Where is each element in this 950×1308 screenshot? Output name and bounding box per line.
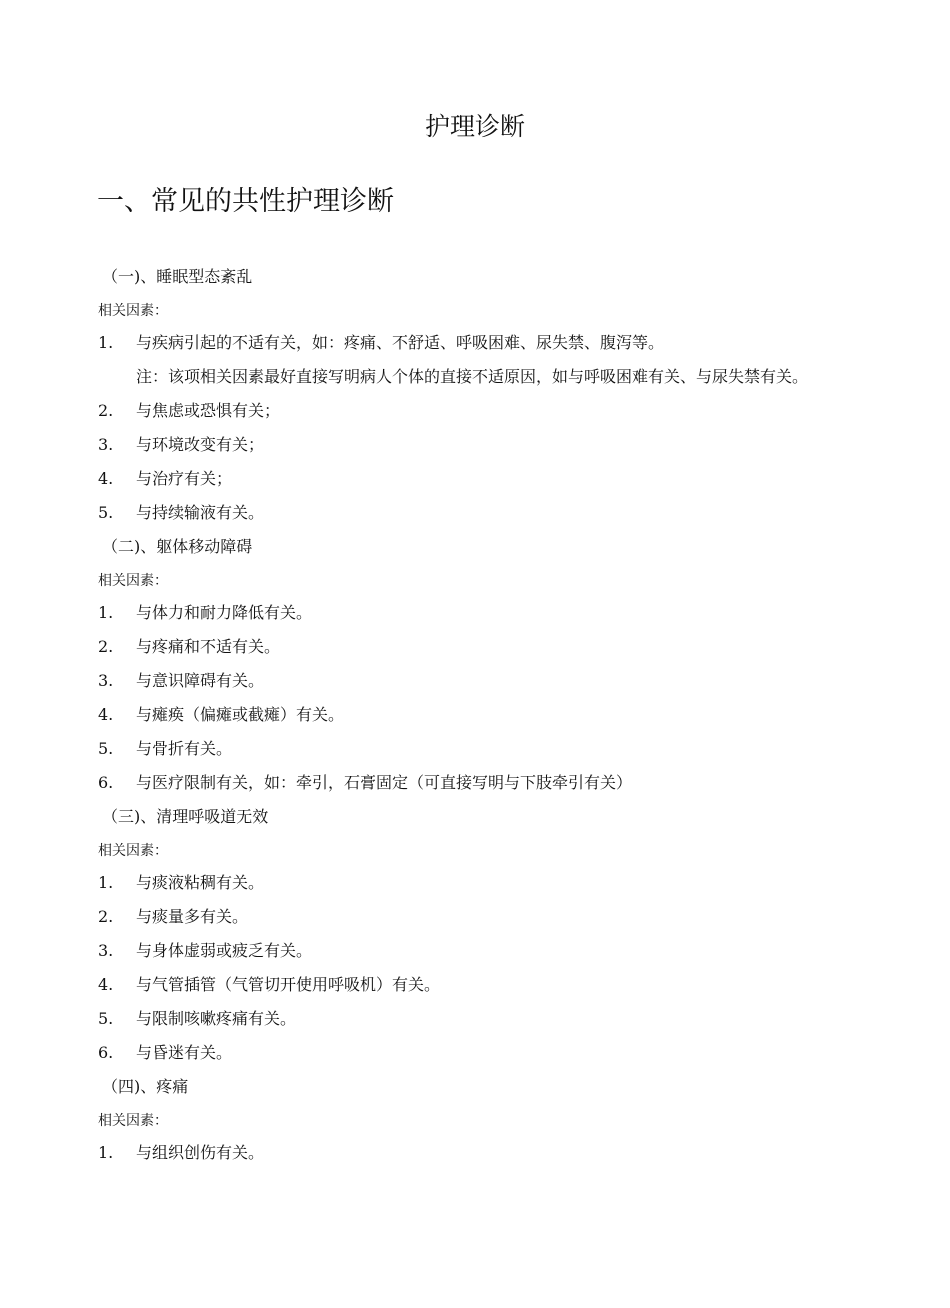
- document-body: [98, 260, 868, 1170]
- list-item: [98, 630, 868, 664]
- related-factors-label: 相关因素：: [98, 1113, 168, 1129]
- list-item-number: 4.: [98, 975, 114, 994]
- list-item-number: 4.: [98, 469, 114, 488]
- related-factors-label: 相关因素：: [98, 573, 168, 589]
- list-item-text: 与持续输液有关。: [136, 503, 265, 522]
- related-factors-label: 相关因素：: [98, 843, 168, 859]
- list-item: [98, 664, 868, 698]
- list-item-text: 与治疗有关；: [136, 469, 233, 488]
- list-item: [98, 900, 868, 934]
- subsection-heading: （二)、躯体移动障碍: [102, 537, 253, 556]
- list-item: [98, 496, 868, 530]
- list-item-text: 与体力和耐力降低有关。: [136, 603, 313, 622]
- list-item-text: 与疾病引起的不适有关，如：疼痛、不舒适、呼吸困难、尿失禁、腹泻等。: [136, 333, 665, 352]
- subsection-heading: （三)、清理呼吸道无效: [102, 807, 269, 826]
- list-item: [98, 766, 868, 800]
- list-item: [98, 968, 868, 1002]
- list-item-text: 与组织创伤有关。: [136, 1143, 265, 1162]
- list-item-text: 与昏迷有关。: [136, 1043, 233, 1062]
- list-item-text: 与限制咳嗽疼痛有关。: [136, 1009, 297, 1028]
- list-item-number: 1.: [98, 1143, 114, 1162]
- list-item-number: 4.: [98, 705, 114, 724]
- list-item: [98, 1136, 868, 1170]
- list-item-number: 1.: [98, 873, 114, 892]
- list-item-number: 2.: [98, 637, 114, 656]
- list-item-number: 3.: [98, 435, 114, 454]
- list-item-number: 3.: [98, 941, 114, 960]
- list-item-text: 与意识障碍有关。: [136, 671, 265, 690]
- list-item-number: 5.: [98, 1009, 114, 1028]
- list-item-number: 5.: [98, 739, 114, 758]
- list-item: [98, 934, 868, 968]
- list-item-number: 2.: [98, 907, 114, 926]
- list-item-text: 与焦虑或恐惧有关；: [136, 401, 281, 420]
- list-item-text: 与痰液粘稠有关。: [136, 873, 265, 892]
- list-item-number: 1.: [98, 333, 114, 352]
- list-item: [98, 428, 868, 462]
- list-item: [98, 462, 868, 496]
- list-item-text: 与痰量多有关。: [136, 907, 249, 926]
- document-title: 护理诊断: [424, 112, 525, 141]
- list-item-text: 与疼痛和不适有关。: [136, 637, 281, 656]
- list-item-text: 与身体虚弱或疲乏有关。: [136, 941, 313, 960]
- subsection-heading: （一)、睡眠型态紊乱: [102, 267, 253, 286]
- section-heading: 一、常见的共性护理诊断: [97, 186, 394, 217]
- related-factors-label: 相关因素：: [98, 303, 168, 319]
- list-item-number: 5.: [98, 503, 114, 522]
- note-text: 注：该项相关因素最好直接写明病人个体的直接不适原因，如与呼吸困难有关、与尿失禁有关。: [136, 367, 809, 386]
- list-item: [98, 394, 868, 428]
- list-item: [98, 326, 868, 360]
- list-item-text: 与骨折有关。: [136, 739, 233, 758]
- list-item-number: 1.: [98, 603, 114, 622]
- list-item-number: 6.: [98, 1043, 114, 1062]
- list-item-text: 与气管插管（气管切开使用呼吸机）有关。: [136, 975, 441, 994]
- subsection-heading: （四)、疼痛: [102, 1077, 189, 1096]
- list-item: [98, 1036, 868, 1070]
- list-item: [98, 596, 868, 630]
- list-item: [98, 698, 868, 732]
- list-item-text: 与环境改变有关；: [136, 435, 265, 454]
- list-item: [98, 866, 868, 900]
- list-item-text: 与医疗限制有关，如：牵引，石膏固定（可直接写明与下肢牵引有关）: [136, 773, 633, 792]
- list-item: [98, 1002, 868, 1036]
- list-item-text: 与瘫痪（偏瘫或截瘫）有关。: [136, 705, 345, 724]
- list-item-number: 3.: [98, 671, 114, 690]
- list-item: [98, 732, 868, 766]
- list-item-number: 6.: [98, 773, 114, 792]
- list-item-number: 2.: [98, 401, 114, 420]
